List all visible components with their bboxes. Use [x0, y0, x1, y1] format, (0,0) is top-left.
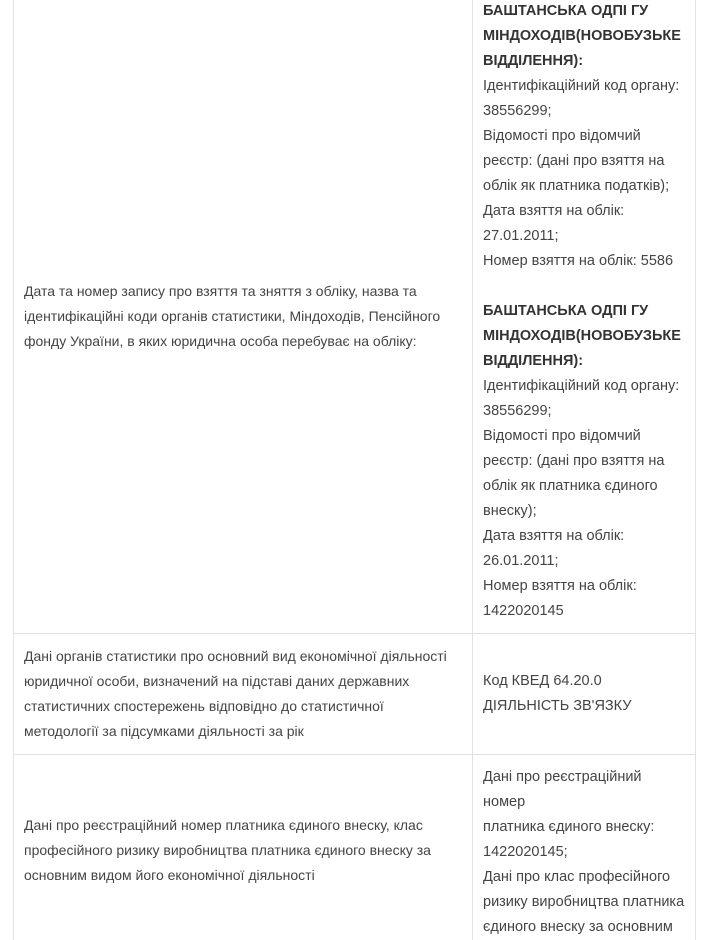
table-row	[14, 0, 695, 634]
row-value-cell	[473, 634, 695, 754]
org-name: БАШТАНСЬКА ОДПІ ГУ МІНДОХОДІВ(НОВОБУЗЬКЕ ВІДДІЛЕННЯ):	[483, 303, 681, 369]
entry-line: Дата взяття на облік:	[483, 203, 625, 219]
entry-line: 38556299;	[483, 403, 552, 419]
entry-line: 26.01.2011;	[483, 553, 559, 569]
entry-line: Ідентифікаційний код органу:	[483, 78, 680, 94]
entry-line: реєстр: (дані про взяття на	[483, 153, 665, 169]
row-label: Дата та номер запису про взяття та зняття з обліку, назва та ідентифікаційні коди органів статистики, Міндоходів, Пенсійного фонду України, в яких юридична особа перебуває на обліку:	[24, 282, 441, 349]
entry-line: Номер взяття на облік: 5586	[483, 253, 674, 269]
kved-code: Код КВЕД 64.20.0 ДІЯЛЬНІСТЬ ЗВ'ЯЗКУ	[483, 673, 632, 714]
row-label: Дані про реєстраційний номер платника єдиного внеску, клас професійного ризику виробництва платника єдиного внеску за основним видом його економічної діяльності	[24, 817, 431, 883]
org-name: БАШТАНСЬКА ОДПІ ГУ МІНДОХОДІВ(НОВОБУЗЬКЕ ВІДДІЛЕННЯ):	[483, 3, 681, 69]
entry-line: 27.01.2011;	[483, 228, 559, 244]
table-row	[14, 634, 695, 755]
entry-line: 1422020145;	[483, 844, 568, 860]
entry-line: Відомості про відомчий	[483, 428, 641, 444]
registration-entry	[483, 0, 685, 274]
entry-line: облік як платника єдиного	[483, 478, 658, 494]
registration-entry	[483, 299, 685, 624]
entry-line: реєстр: (дані про взяття на	[483, 453, 665, 469]
entry-line: платника єдиного внеску:	[483, 819, 655, 835]
row-value-cell	[473, 755, 695, 940]
entry-line: Номер взяття на облік:	[483, 578, 637, 594]
row-label-cell	[14, 755, 473, 940]
entry-line: Дані про клас професійного	[483, 869, 671, 885]
entry-line: Ідентифікаційний код органу:	[483, 378, 680, 394]
entry-line: Дані про реєстраційний номер	[483, 769, 642, 810]
table-row	[14, 755, 695, 940]
row-label-cell	[14, 634, 473, 754]
entry-line: 1422020145	[483, 603, 564, 619]
entry-line: облік як платника податків);	[483, 178, 670, 194]
row-label-cell	[14, 0, 473, 633]
entry-line: Дата взяття на облік:	[483, 528, 625, 544]
entry-line: 38556299;	[483, 103, 552, 119]
row-label: Дані органів статистики про основний вид економічної діяльності юридичної особи, визначений на підставі даних державних статистичних спостережень відповідно до статистичної методології за підсумками діяльності за рік	[24, 648, 447, 739]
row-value-cell	[473, 0, 695, 633]
entry-line: Відомості про відомчий	[483, 128, 641, 144]
entry-line: ризику виробництва платника	[483, 894, 685, 910]
registry-table	[13, 0, 696, 940]
entry-line: єдиного внеску за основним	[483, 919, 673, 935]
entry-line: внеску);	[483, 503, 537, 519]
